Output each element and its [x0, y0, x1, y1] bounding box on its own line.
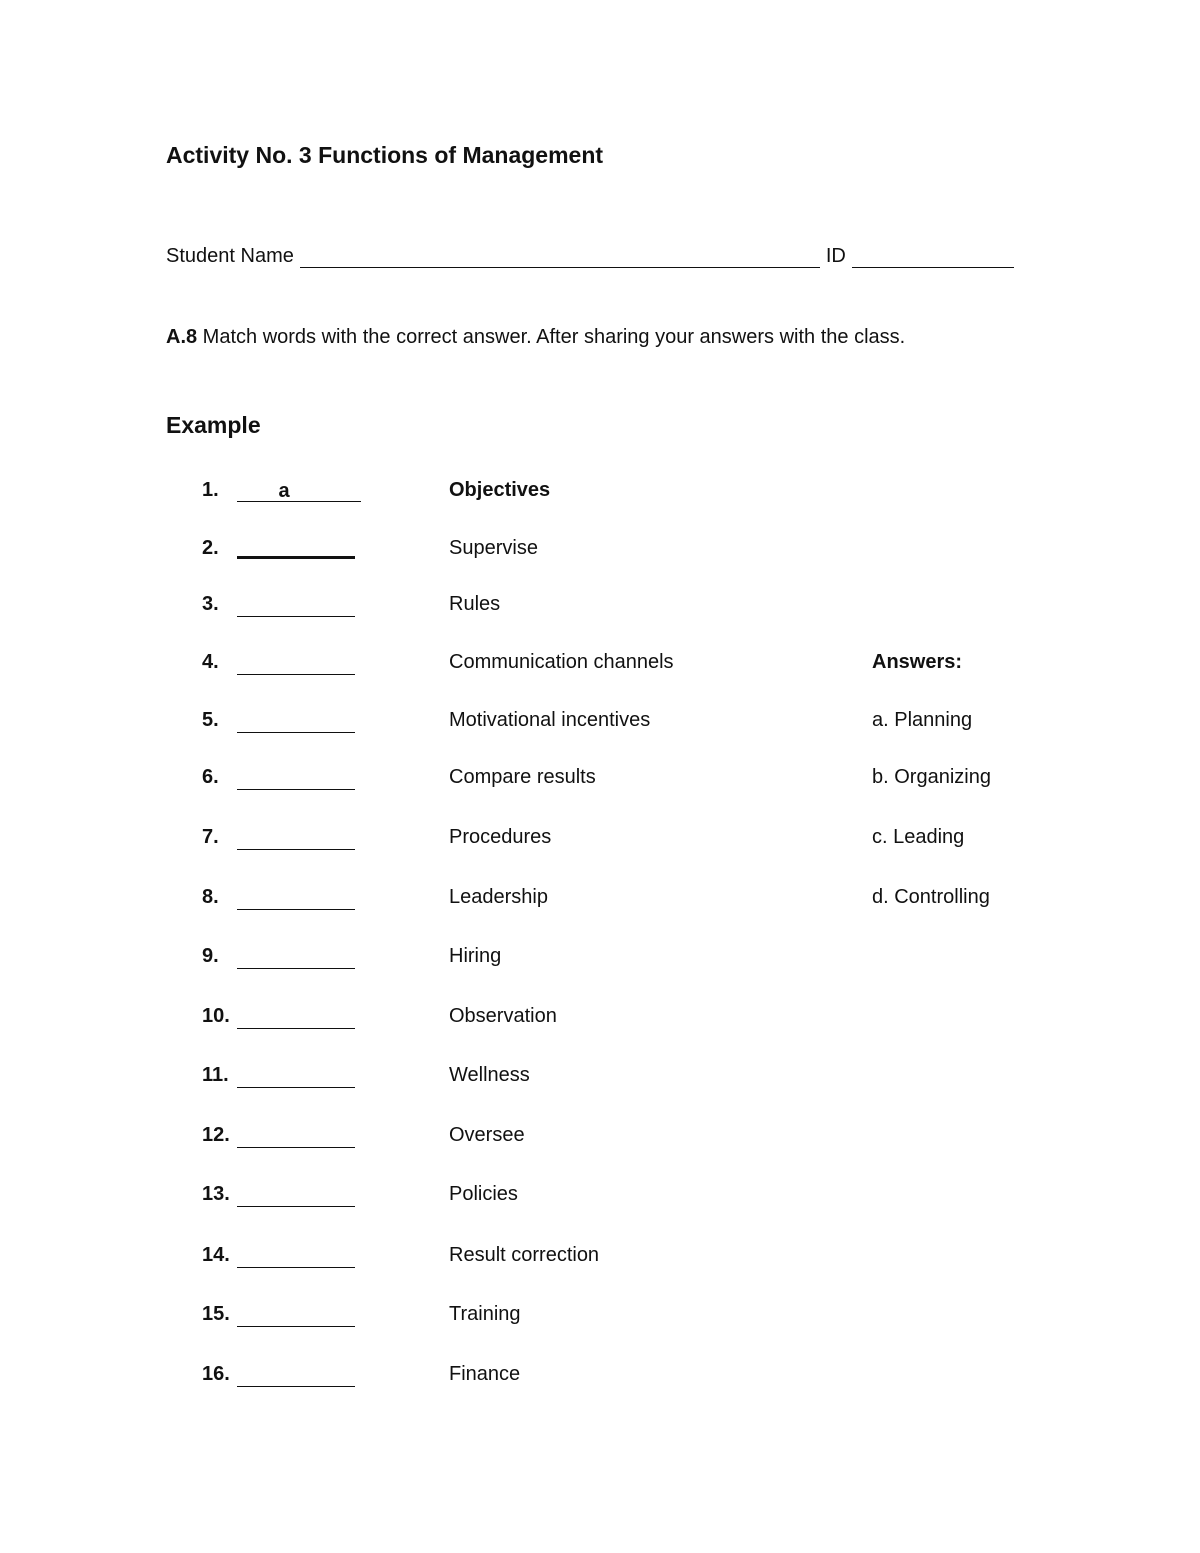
answer-blank[interactable]	[237, 711, 355, 733]
answer-option-controlling: d. Controlling	[872, 886, 990, 908]
answer-blank[interactable]	[237, 1066, 355, 1088]
answer-blank[interactable]	[237, 1365, 355, 1387]
item-term: Training	[449, 1303, 521, 1325]
id-field[interactable]	[852, 247, 1014, 268]
item-term: Wellness	[449, 1064, 530, 1086]
instruction	[166, 326, 905, 349]
item-term: Communication channels	[449, 651, 674, 673]
item-term: Compare results	[449, 766, 596, 788]
answer-blank[interactable]	[237, 947, 355, 969]
item-number: 3.	[202, 593, 219, 615]
item-term: Observation	[449, 1005, 557, 1027]
item-number: 11.	[202, 1064, 229, 1086]
answer-blank[interactable]	[237, 768, 355, 790]
page-title: Activity No. 3 Functions of Management	[166, 142, 604, 168]
item-number: 8.	[202, 886, 219, 908]
answer-option-leading: c. Leading	[872, 826, 965, 848]
answer-blank[interactable]: a	[237, 480, 361, 502]
student-name-field[interactable]	[300, 247, 820, 268]
item-term: Policies	[449, 1183, 518, 1205]
item-term: Supervise	[449, 537, 538, 559]
item-number: 13.	[202, 1183, 230, 1205]
item-term: Hiring	[449, 945, 502, 967]
answers-heading: Answers:	[872, 651, 963, 673]
item-term: Rules	[449, 593, 501, 615]
answer-blank[interactable]	[237, 828, 355, 850]
item-number: 6.	[202, 766, 219, 788]
answer-blank[interactable]	[237, 595, 355, 617]
item-term: Objectives	[449, 479, 551, 501]
answer-blank[interactable]	[237, 1007, 355, 1029]
id-label: ID	[825, 245, 846, 267]
answer-blank[interactable]	[237, 1246, 355, 1268]
item-number: 2.	[202, 537, 219, 559]
item-number: 15.	[202, 1303, 230, 1325]
item-term: Leadership	[449, 886, 548, 908]
item-number: 4.	[202, 651, 219, 673]
answer-blank[interactable]	[237, 537, 355, 559]
item-number: 7.	[202, 826, 219, 848]
example-heading: Example	[166, 412, 261, 438]
item-number: 10.	[202, 1005, 230, 1027]
item-term: Oversee	[449, 1124, 525, 1146]
item-number: 1.	[202, 479, 219, 501]
answer-option-organizing: b. Organizing	[872, 766, 991, 788]
student-info-line	[166, 245, 1014, 268]
student-name-label: Student Name	[166, 245, 294, 267]
answer-blank[interactable]	[237, 1185, 355, 1207]
answer-option-planning: a. Planning	[872, 709, 973, 731]
item-number: 5.	[202, 709, 219, 731]
instruction-code: A.8	[166, 326, 198, 348]
answer-blank[interactable]	[237, 1126, 355, 1148]
answer-blank[interactable]	[237, 1305, 355, 1327]
item-term: Finance	[449, 1363, 521, 1385]
item-term: Result correction	[449, 1244, 600, 1266]
answer-blank[interactable]	[237, 888, 355, 910]
item-number: 9.	[202, 945, 219, 967]
item-number: 14.	[202, 1244, 230, 1266]
instruction-text: Match words with the correct answer. After sharing your answers with the class.	[197, 326, 906, 348]
item-term: Motivational incentives	[449, 709, 651, 731]
item-term: Procedures	[449, 826, 552, 848]
item-number: 12.	[202, 1124, 230, 1146]
item-number: 16.	[202, 1363, 230, 1385]
answer-blank[interactable]	[237, 653, 355, 675]
